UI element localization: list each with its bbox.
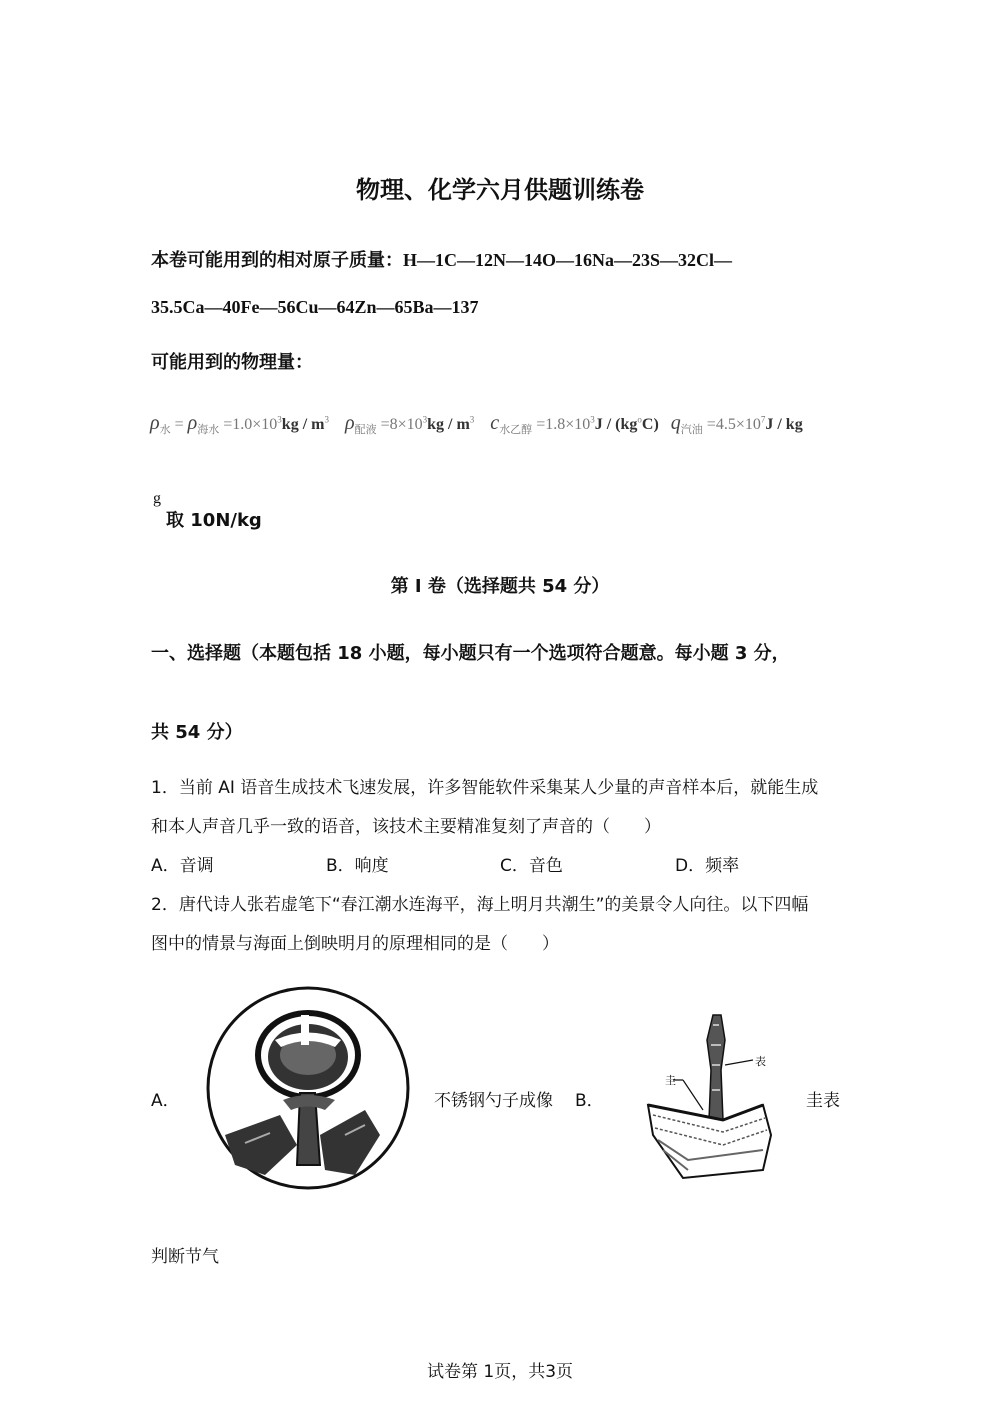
g-symbol: g <box>153 490 161 507</box>
atomic-mass-line1 <box>151 246 732 272</box>
q2-option-b-text: 圭表 <box>806 1091 840 1111</box>
q2-option-a-label: A． <box>151 1091 180 1111</box>
gnomon-label-biao: 表 <box>755 1055 766 1068</box>
q1-option-c: C．音色 <box>500 856 563 876</box>
q1-stem-line1: 1．当前 AI 语音生成技术飞速发展，许多智能软件采集某人少量的声音样本后，就能生成 <box>151 778 819 798</box>
spoon-reflection-image <box>205 985 411 1191</box>
q2-option-b-text-continued: 判断节气 <box>151 1247 219 1267</box>
gnomon-sundial-image <box>643 1010 783 1185</box>
q2-option-a-text: 不锈钢勺子成像 <box>434 1091 553 1111</box>
physics-label: 可能用到的物理量： <box>151 352 313 373</box>
part1-instruction-line2: 共 54 分） <box>151 722 243 743</box>
q1-stem-line2: 和本人声音几乎一致的语音，该技术主要精准复刻了声音的（ ） <box>151 817 661 837</box>
q1-option-d: D．频率 <box>675 856 740 876</box>
section-heading: 第 I 卷（选择题共 54 分） <box>390 576 610 597</box>
atomic-mass-label: 本卷可能用到的相对原子质量： <box>151 250 403 271</box>
gnomon-label-gui: 圭 <box>665 1074 676 1087</box>
q1-option-b: B．响度 <box>326 856 389 876</box>
q2-option-b-label: B． <box>575 1091 604 1111</box>
g-value: 取 10N/kg <box>166 510 262 531</box>
q2-stem-line1: 2．唐代诗人张若虚笔下“春江潮水连海平，海上明月共潮生”的美景令人向往。以下四幅 <box>151 895 809 915</box>
atomic-mass-values-1: H—1C—12N—14O—16Na—23S—32Cl— <box>403 250 733 270</box>
page-title: 物理、化学六月供题训练卷 <box>356 176 644 204</box>
physics-constants-formula: $\rho_水 = \rho_{海水} =1.0\times 10^3kg / m^3$ $\rho_{配液} =8\times 10^3kg / m^3$ $c_{水乙醇} =1.8\times 10^3J / (kg^oC)$ $q_{汽油} =4.5\times 10^7J$ / kg <box>150 412 803 437</box>
page-footer: 试卷第 1页，共3页 <box>426 1362 574 1382</box>
part1-instruction-line1: 一、选择题（本题包括 18 小题，每小题只有一个选项符合题意。每小题 3 分， <box>151 643 790 664</box>
q2-stem-line2: 图中的情景与海面上倒映明月的原理相同的是（ ） <box>151 934 559 954</box>
q1-option-a: A．音调 <box>151 856 214 876</box>
atomic-mass-values-2: 35.5Ca—40Fe—56Cu—64Zn—65Ba—137 <box>151 297 479 317</box>
